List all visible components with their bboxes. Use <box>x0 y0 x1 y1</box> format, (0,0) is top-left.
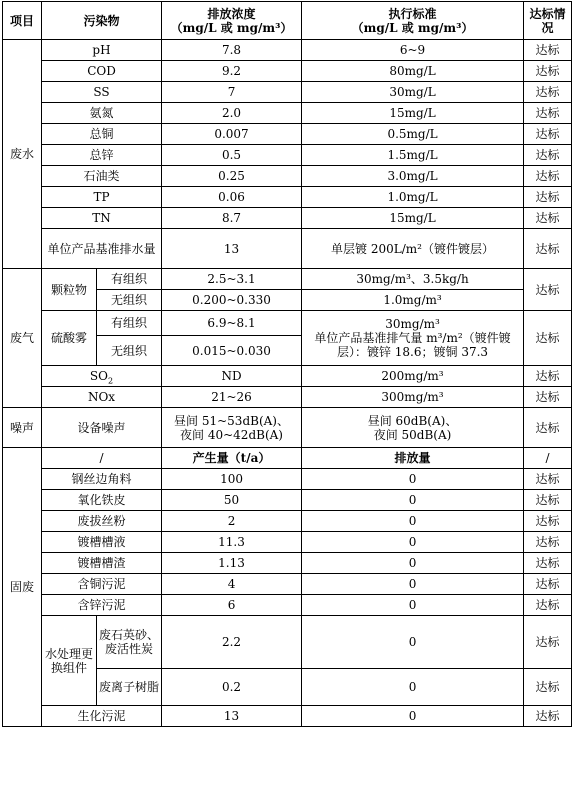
status-cell: 达标 <box>524 208 572 229</box>
standard-cell: 单层镀 200L/m²（镀件镀层） <box>302 229 524 269</box>
standard-line: 单位产品基准排气量 m³/m²（镀件镀层）：镀锌 18.6；镀铜 37.3 <box>314 331 511 359</box>
table-row <box>3 574 572 595</box>
emitted-cell: 0 <box>302 490 524 511</box>
produced-cell: 13 <box>162 706 302 727</box>
pollutant-cell: 镀槽槽渣 <box>42 553 162 574</box>
table-row <box>3 82 572 103</box>
value-cell: 6.9~8.1 <box>162 311 302 336</box>
status-cell: 达标 <box>524 145 572 166</box>
emitted-cell: 0 <box>302 574 524 595</box>
status-cell: 达标 <box>524 669 572 706</box>
emitted-cell: 0 <box>302 511 524 532</box>
pollutant-so2-subscript: 2 <box>107 376 114 386</box>
status-cell: 达标 <box>524 595 572 616</box>
pollutant-cell: pH <box>42 40 162 61</box>
value-cell: 9.2 <box>162 61 302 82</box>
emitted-cell: 0 <box>302 595 524 616</box>
standard-cell: 200mg/m³ <box>302 366 524 387</box>
pollutant-cell: 废拔丝粉 <box>42 511 162 532</box>
table-row <box>3 229 572 269</box>
status-cell: 达标 <box>524 187 572 208</box>
table-row <box>3 448 572 469</box>
category-noise: 噪声 <box>3 408 42 448</box>
standard-cell: 0.5mg/L <box>302 124 524 145</box>
table-row <box>3 166 572 187</box>
category-wastewater: 废水 <box>3 40 42 269</box>
standard-cell: 30mg/m³、3.5kg/h <box>302 269 524 290</box>
value-line: 昼间 51~53dB(A)、 <box>174 413 289 428</box>
value-cell: 2.5~3.1 <box>162 269 302 290</box>
table-row <box>3 103 572 124</box>
status-cell: 达标 <box>524 269 572 311</box>
pollutant-so2-main: SO <box>89 369 108 383</box>
emitted-cell: 0 <box>302 706 524 727</box>
table-row <box>3 61 572 82</box>
header-compliance: 达标情况 <box>524 2 572 40</box>
header-row <box>3 2 572 40</box>
standard-cell: 1.0mg/L <box>302 187 524 208</box>
status-cell: 达标 <box>524 82 572 103</box>
status-cell: 达标 <box>524 490 572 511</box>
subheader-status: / <box>524 448 572 469</box>
standard-cell <box>302 311 524 366</box>
standard-cell: 15mg/L <box>302 103 524 124</box>
header-standard-title: 执行标准 <box>388 6 437 21</box>
produced-cell: 2 <box>162 511 302 532</box>
status-cell: 达标 <box>524 229 572 269</box>
pollutant-cell: 生化污泥 <box>42 706 162 727</box>
produced-cell: 4 <box>162 574 302 595</box>
status-cell: 达标 <box>524 387 572 408</box>
header-standard <box>302 2 524 40</box>
pollutant-cell: 总铜 <box>42 124 162 145</box>
value-cell: 2.0 <box>162 103 302 124</box>
pollutant-cell: COD <box>42 61 162 82</box>
standard-cell: 1.0mg/m³ <box>302 290 524 311</box>
pollutant-cell: 设备噪声 <box>42 408 162 448</box>
subheader-pollutant: / <box>42 448 162 469</box>
pollutant-cell: 石油类 <box>42 166 162 187</box>
header-emission-concentration-title: 排放浓度 <box>207 6 256 21</box>
table-row <box>3 469 572 490</box>
value-cell: 7.8 <box>162 40 302 61</box>
value-cell: 0.015~0.030 <box>162 336 302 366</box>
subheader-emitted: 排放量 <box>302 448 524 469</box>
pollutant-cell: 钢丝边角料 <box>42 469 162 490</box>
standard-line: 30mg/m³ <box>385 317 440 331</box>
table-row <box>3 269 572 290</box>
standard-cell: 30mg/L <box>302 82 524 103</box>
header-emission-concentration <box>162 2 302 40</box>
header-item: 项目 <box>3 2 42 40</box>
pollutant-particulate: 颗粒物 <box>42 269 97 311</box>
table-row <box>3 511 572 532</box>
table-row <box>3 366 572 387</box>
standard-cell: 1.5mg/L <box>302 145 524 166</box>
value-line: 夜间 40~42dB(A) <box>180 427 283 442</box>
table-row <box>3 208 572 229</box>
pollutant-cell: TP <box>42 187 162 208</box>
value-cell: 0.200~0.330 <box>162 290 302 311</box>
pollutant-sulfuric-mist: 硫酸雾 <box>42 311 97 366</box>
table-row <box>3 616 572 669</box>
standard-line: 夜间 50dB(A) <box>373 427 452 442</box>
pollutant-so2 <box>42 366 162 387</box>
value-cell: 13 <box>162 229 302 269</box>
pollutant-cell: 总锌 <box>42 145 162 166</box>
produced-cell: 1.13 <box>162 553 302 574</box>
status-cell: 达标 <box>524 469 572 490</box>
status-cell: 达标 <box>524 408 572 448</box>
standard-cell: 300mg/m³ <box>302 387 524 408</box>
status-cell: 达标 <box>524 532 572 553</box>
table-row <box>3 187 572 208</box>
environmental-compliance-table <box>2 1 572 727</box>
value-cell: 0.06 <box>162 187 302 208</box>
table-row <box>3 311 572 336</box>
value-cell: 0.5 <box>162 145 302 166</box>
subtype-cell: 有组织 <box>97 269 162 290</box>
produced-cell: 0.2 <box>162 669 302 706</box>
subtype-cell: 无组织 <box>97 290 162 311</box>
table-row <box>3 387 572 408</box>
standard-cell <box>302 408 524 448</box>
emitted-cell: 0 <box>302 469 524 490</box>
table-row <box>3 490 572 511</box>
table-row <box>3 145 572 166</box>
pollutant-water-treatment: 水处理更换组件 <box>42 616 97 706</box>
status-cell: 达标 <box>524 706 572 727</box>
emitted-cell: 0 <box>302 669 524 706</box>
value-cell: 0.25 <box>162 166 302 187</box>
pollutant-cell: 氨氮 <box>42 103 162 124</box>
header-emission-concentration-unit: （mg/L 或 mg/m³） <box>170 20 293 35</box>
emitted-cell: 0 <box>302 616 524 669</box>
produced-cell: 2.2 <box>162 616 302 669</box>
table-row <box>3 595 572 616</box>
subtype-cell: 有组织 <box>97 311 162 336</box>
value-cell: 8.7 <box>162 208 302 229</box>
status-cell: 达标 <box>524 616 572 669</box>
status-cell: 达标 <box>524 366 572 387</box>
category-waste-gas: 废气 <box>3 269 42 408</box>
status-cell: 达标 <box>524 311 572 366</box>
status-cell: 达标 <box>524 574 572 595</box>
emitted-cell: 0 <box>302 532 524 553</box>
header-standard-unit: （mg/L 或 mg/m³） <box>351 20 474 35</box>
status-cell: 达标 <box>524 103 572 124</box>
status-cell: 达标 <box>524 61 572 82</box>
value-cell <box>162 408 302 448</box>
table-row <box>3 40 572 61</box>
pollutant-cell: 镀槽槽液 <box>42 532 162 553</box>
table-row <box>3 706 572 727</box>
standard-cell: 6~9 <box>302 40 524 61</box>
produced-cell: 6 <box>162 595 302 616</box>
subtype-cell: 废石英砂、废活性炭 <box>97 616 162 669</box>
emitted-cell: 0 <box>302 553 524 574</box>
header-pollutant: 污染物 <box>42 2 162 40</box>
pollutant-cell: 含铜污泥 <box>42 574 162 595</box>
pollutant-nox: NOx <box>42 387 162 408</box>
table-row <box>3 124 572 145</box>
pollutant-cell: 氧化铁皮 <box>42 490 162 511</box>
category-solid-waste: 固废 <box>3 448 42 727</box>
standard-cell: 80mg/L <box>302 61 524 82</box>
standard-line: 昼间 60dB(A)、 <box>367 413 458 428</box>
subtype-cell: 废离子树脂 <box>97 669 162 706</box>
value-cell: ND <box>162 366 302 387</box>
produced-cell: 50 <box>162 490 302 511</box>
table-row <box>3 553 572 574</box>
produced-cell: 11.3 <box>162 532 302 553</box>
pollutant-cell: 含锌污泥 <box>42 595 162 616</box>
value-cell: 0.007 <box>162 124 302 145</box>
produced-cell: 100 <box>162 469 302 490</box>
subtype-cell: 无组织 <box>97 336 162 366</box>
status-cell: 达标 <box>524 553 572 574</box>
status-cell: 达标 <box>524 166 572 187</box>
table-row <box>3 532 572 553</box>
value-cell: 21~26 <box>162 387 302 408</box>
standard-cell: 15mg/L <box>302 208 524 229</box>
pollutant-cell: SS <box>42 82 162 103</box>
subheader-produced: 产生量（t/a） <box>162 448 302 469</box>
value-cell: 7 <box>162 82 302 103</box>
pollutant-cell: 单位产品基准排水量 <box>42 229 162 269</box>
standard-cell: 3.0mg/L <box>302 166 524 187</box>
status-cell: 达标 <box>524 40 572 61</box>
status-cell: 达标 <box>524 511 572 532</box>
pollutant-cell: TN <box>42 208 162 229</box>
status-cell: 达标 <box>524 124 572 145</box>
table-row <box>3 408 572 448</box>
